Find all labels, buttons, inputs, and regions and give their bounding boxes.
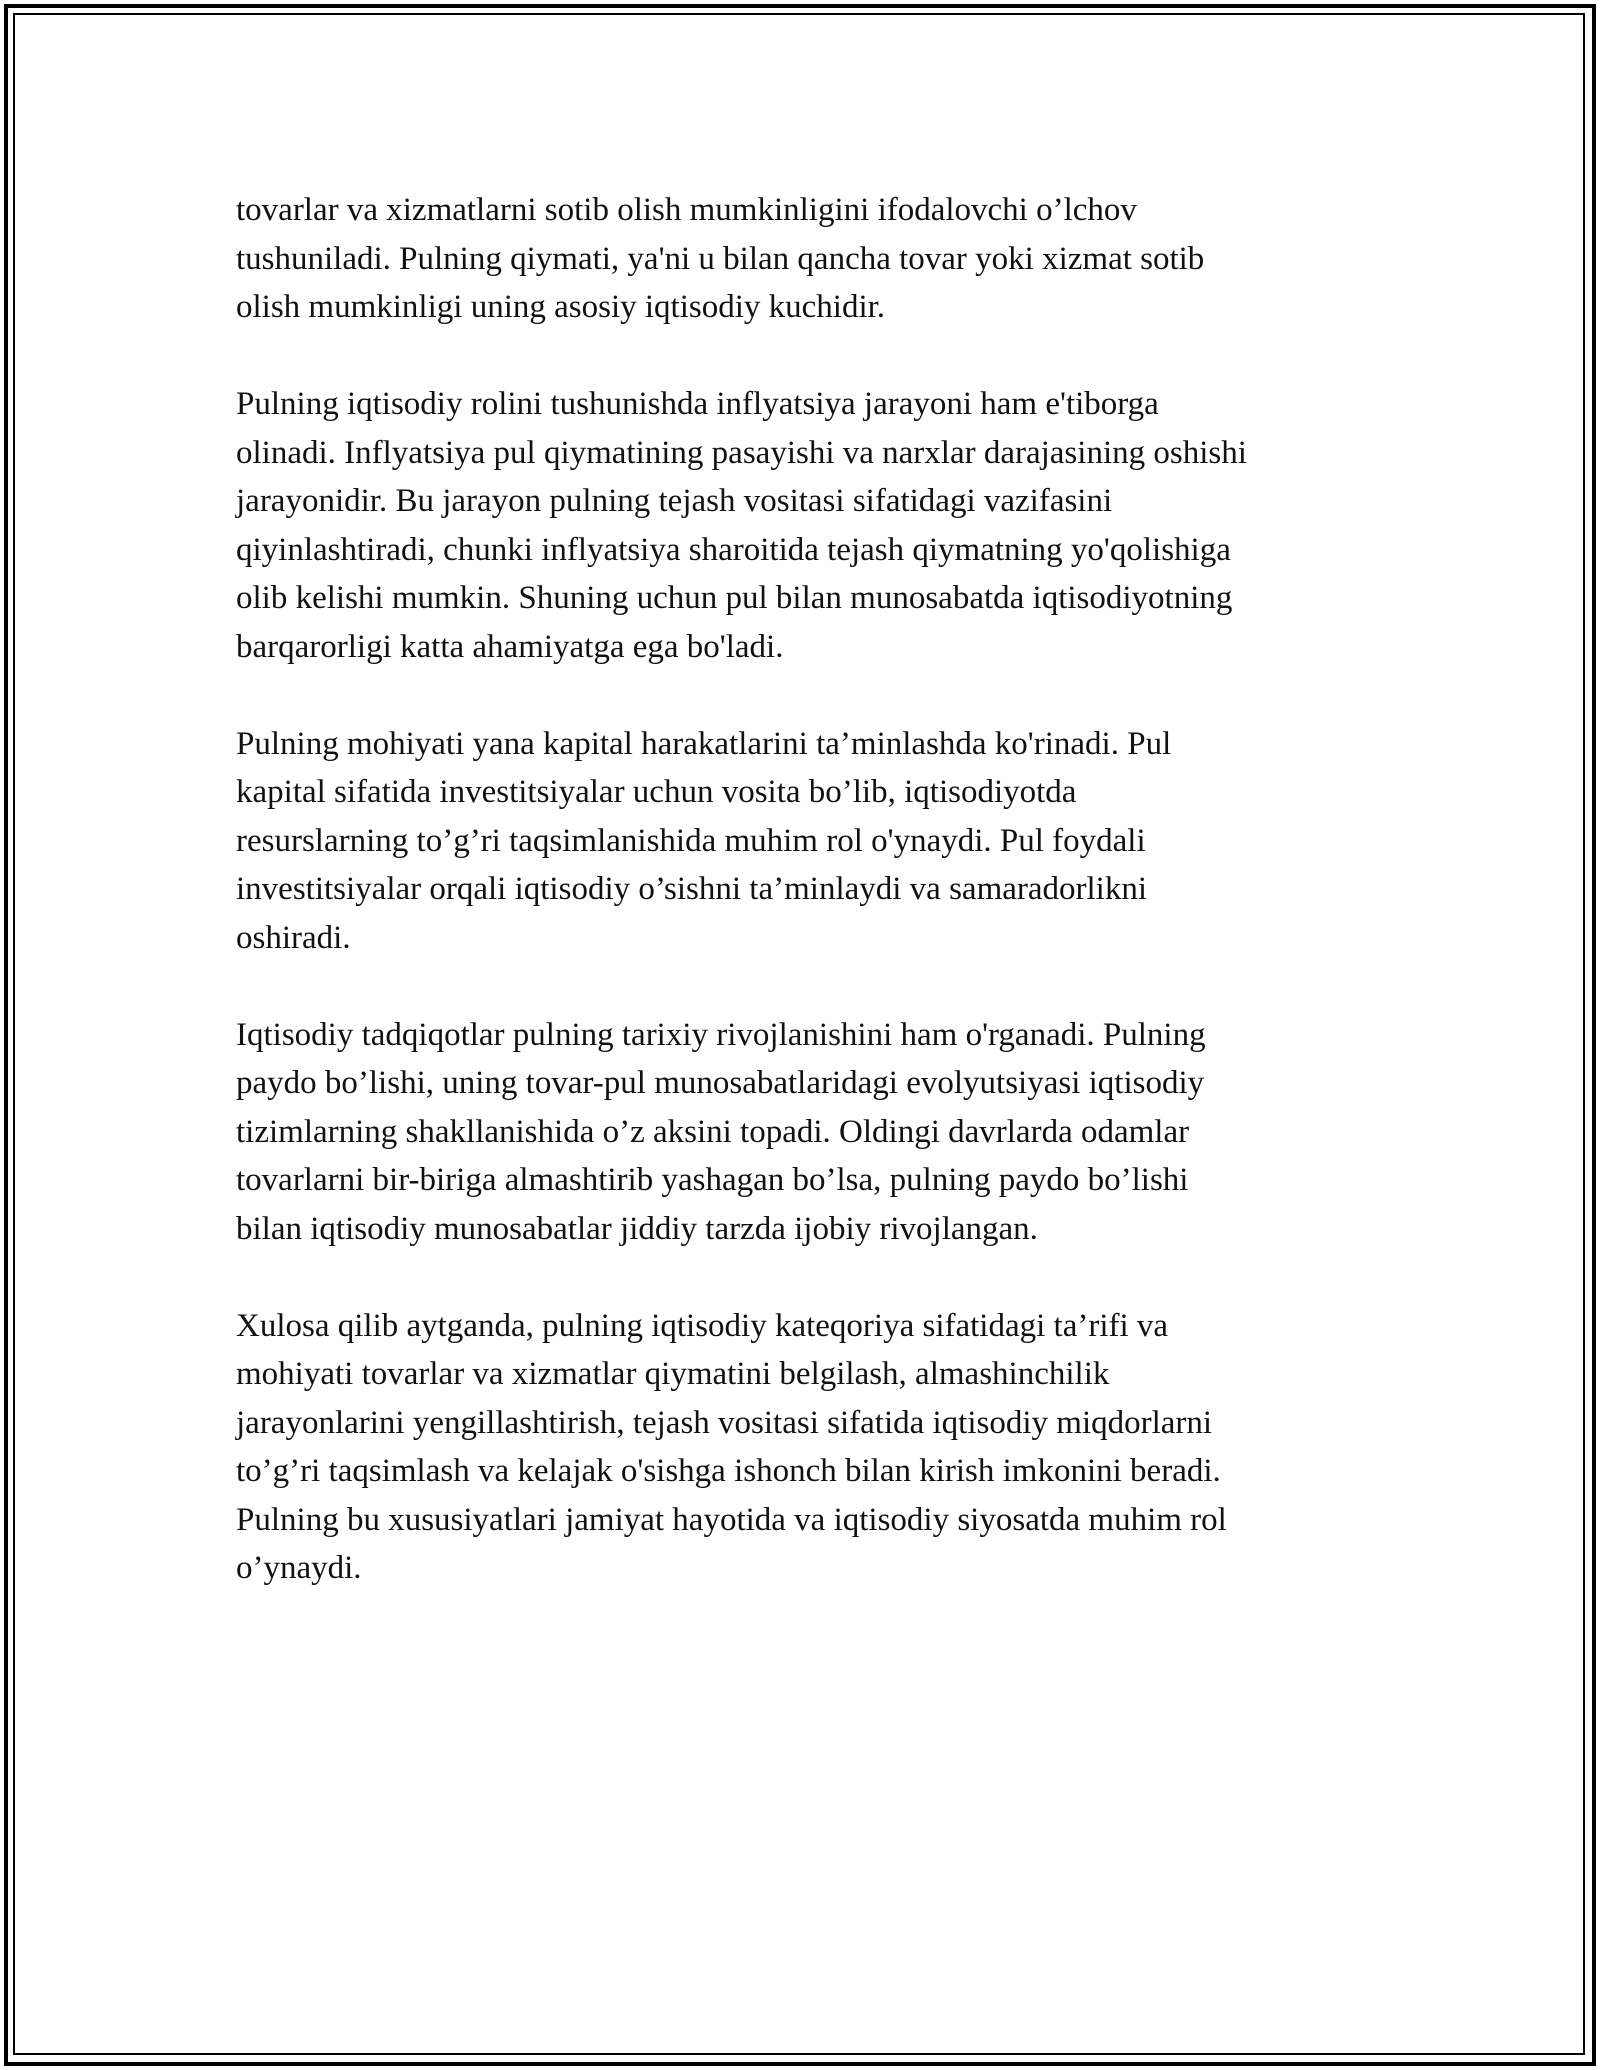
- paragraph-4: Iqtisodiy tadqiqotlar pulning tarixiy rivojlanishini ham o'rganadi. Pulning paydo bo’lishi, uning tovar-pul munosabatlaridagi evolyutsiyasi iqtisodiy tizimlarning shakllanishida o’z aksini topadi. Oldingi davrlarda odamlar tovarlarni bir-biriga almashtirib yashagan bo’lsa, pulning paydo bo’lishi bilan iqtisodiy munosabatlar jiddiy tarzda ijobiy rivojlangan.: [236, 1016, 1206, 1247]
- document-body: [236, 186, 1366, 1641]
- paragraph-3: Pulning mohiyati yana kapital harakatlarini ta’minlashda ko'rinadi. Pul kapital sifatida investitsiyalar uchun vosita bo’lib, iqtisodiyotda resurslarning to’g’ri taqsimlanishida muhim rol o'ynaydi. Pul foydali investitsiyalar orqali iqtisodiy o’sishni ta’minlaydi va samaradorlikni oshiradi.: [236, 725, 1172, 956]
- paragraph-5: Xulosa qilib aytganda, pulning iqtisodiy kateqoriya sifatidagi ta’rifi va mohiyati tovarlar va xizmatlar qiymatini belgilash, almashinchilik jarayonlarini yengillashtirish, tejash vositasi sifatida iqtisodiy miqdorlarni to’g’ri taqsimlash va kelajak o'sishga ishonch bilan kirish imkonini beradi. Pulning bu xususiyatlari jamiyat hayotida va iqtisodiy siyosatda muhim rol o’ynaydi.: [236, 1307, 1227, 1586]
- paragraph-1: tovarlar va xizmatlarni sotib olish mumkinligini ifodalovchi o’lchov tushuniladi. Pulning qiymati, ya'ni u bilan qancha tovar yoki xizmat sotib olish mumkinligi uning asosiy iqtisodiy kuchidir.: [236, 192, 1205, 325]
- paragraph-2: Pulning iqtisodiy rolini tushunishda inflyatsiya jarayoni ham e'tiborga olinadi. Inflyatsiya pul qiymatining pasayishi va narxlar darajasining oshishi jarayonidir. Bu jarayon pulning tejash vositasi sifatidagi vazifasini qiyinlashtiradi, chunki inflyatsiya sharoitida tejash qiymatning yo'qolishiga olib kelishi mumkin. Shuning uchun pul bilan munosabatda iqtisodiyotning barqarorligi katta ahamiyatga ega bo'ladi.: [236, 386, 1247, 665]
